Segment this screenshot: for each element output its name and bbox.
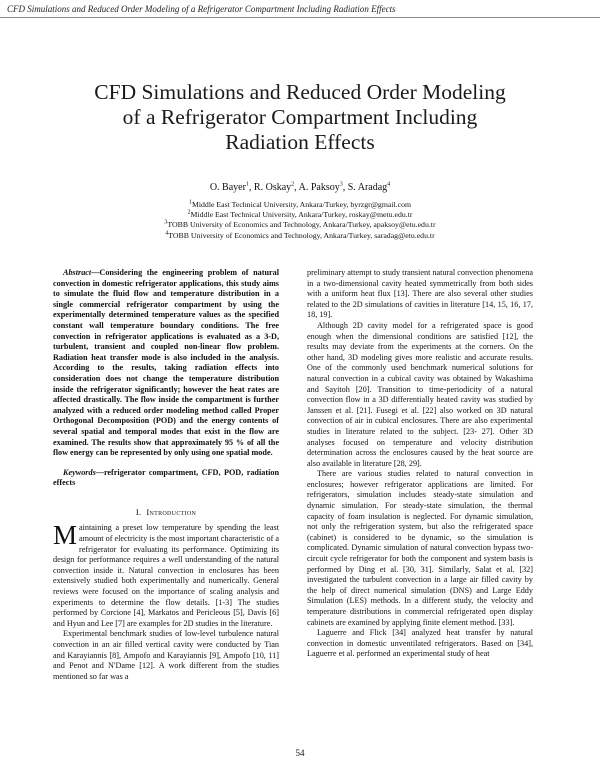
- section-title: Introduction: [146, 506, 197, 517]
- body-paragraph: Laguerre and Flick [34] analyzed heat transfer by natural convection in domestic unventilated refrigerators. Based on [34], Laguerre et al. performed an experimental study of heat: [307, 628, 533, 659]
- body-paragraph: Although 2D cavity model for a refrigerated space is good enough when the dimensional conditions are satisfied [12], the results may deviate from the experiments at the corners. On the other hand, 3D modeling gives more realistic and accurate results. One of the commonly used benchmark numerical solutions for natural convection in a cubical cavity was obtained by Wakashima and Sayitoh [20]. Transition to time-periodicity of a natural convection flow in a 3D differentially heated cavity was studied by Janssen et al. [21]. Fusegi et al. [22] also worked on 3D natural convection of air in cubical enclosures. There are also experimental studies in literature related to the subject. [23- 27]. Other 3D analyses focused on temperature and velocity distribution determination across the enclosures caused by the heat source are also available in literature [28, 29].: [307, 320, 533, 468]
- body-paragraph: There are various studies related to natural convection in enclosures; however refrigerator applications are limited. For refrigerators, simulation includes steady-state simulation and dynamic simulation. For steady-state simulation, the thermal capacity of foam insulation is neglected. For dynamic simulation, not only the refrigeration system, but also the refrigerated space (cabinet) is considered to be dynamic, so the simulation is complicated. Dynamic simulation of natural convection bypass two-circuit cycle refrigerator for both the component and system basis is performed by Ding et al. [30, 31]. Similarly, Salat et al. [32] investigated the turbulent convection in a large air filled cavity by the help of direct numerical simulation (DNS) and Large Eddy Simulation (LES) methods. In a different study, the velocity and temperature distributions in commercial refrigerated open display cabinets are examined by applying finite element method. [33].: [307, 469, 533, 627]
- affiliation: [40, 200, 560, 210]
- drop-cap: M: [53, 520, 78, 551]
- author-list: O. Bayer$^1$, R. Oskay$^2$, A. Paksoy$^3$, S. Aradag$^4$: [209, 181, 391, 193]
- abstract-text: —Considering the engineering problem of natural convection in domestic refrigerator applications, this study aims to simulate the fluid flow and temperature distribution in a single commercial refrigerator compartment by using the experimentally determined temperature values as the specified constant wall temperature boundary conditions. The free convection in refrigerator applications is evaluated as a 3-D, turbulent, transient and coupled non-linear flow problem. Radiation heat transfer mode is also included in the analysis. According to the results, taking radiation effects into consideration does not change the temperature distribution inside the refrigerator significantly; however the heat rates are affected drastically. The flow inside the compartment is further analyzed with a reduced order modeling method called Proper Orthogonal Decomposition (POD) and the energy contents of several spatial and temporal modes that exist in the flow are examined. The results show that approximately 95 % of all the flow energy can be represented by only using one spatial mode.: [53, 268, 279, 458]
- title-line-1: CFD Simulations and Reduced Order Modeling: [94, 80, 506, 104]
- affiliation-sup: 3: [164, 219, 168, 226]
- keywords: [53, 468, 279, 489]
- author-name: O. Bayer: [209, 182, 246, 193]
- header-divider: [0, 17, 600, 18]
- affiliation-text: Middle East Technical University, Ankara/Turkey, byrzgr@gmail.com: [191, 200, 412, 209]
- affiliation: [40, 231, 560, 241]
- left-column: [53, 268, 279, 682]
- affiliation-sup: 2: [187, 209, 191, 216]
- affiliation-text: TOBB University of Economics and Technology, Ankara/Turkey, saradag@etu.edu.tr: [168, 230, 435, 240]
- intro-paragraph-1: [53, 520, 279, 629]
- affiliation-sup: 1: [188, 199, 192, 206]
- author-sup: 2: [291, 181, 295, 188]
- affiliation-sup: 4: [165, 230, 169, 237]
- running-header: CFD Simulations and Reduced Order Modeling of a Refrigerator Compartment Including Radiation Effects: [7, 4, 396, 14]
- intro-paragraph-1-text: aintaining a preset low temperature by spending the least amount of electricity is the most important characteristic of a refrigerator for evaluating its performance. Optimizing its design for performance requires a well understanding of the natural convection inside it. Natural convection in enclosures has been extensively studied both experimentally and numerically. General reviews were focused on the importance of scaling analysis and experiments to determine the flow details. [1-3] The studies performed by Corcione [4], Markatos and Pericleous [5], Davis [6] and Hyun and Lee [7] are examples for 2D studies in the literature.: [53, 523, 279, 628]
- title-line-3: Radiation Effects: [225, 130, 375, 154]
- author-sup: 3: [339, 181, 343, 188]
- affiliation-text: Middle East Technical University, Ankara/Turkey, roskay@metu.edu.tr: [190, 210, 413, 220]
- right-column: [307, 268, 533, 660]
- affiliation-text: TOBB University of Economics and Technology, Ankara/Turkey, apaksoy@etu.edu.tr: [167, 220, 436, 230]
- author-sup: 1: [245, 181, 249, 188]
- author-name: R. Oskay: [253, 182, 292, 193]
- affiliation: [40, 220, 560, 230]
- abstract-label: Abstract: [63, 268, 92, 277]
- keywords-label: Keywords: [63, 467, 96, 477]
- affiliation-list: [40, 200, 560, 241]
- body-paragraph-continued: preliminary attempt to study transient natural convection phenomena in a two-dimensional cavity heated symmetrically from both sides with a uniform heat flux [13]. There are also several other studies related to the 2D simulations of cavities in literature [14, 15, 16, 17, 18, 19].: [307, 268, 533, 320]
- paper-title: [50, 80, 550, 155]
- author-name: A. Paksoy: [298, 182, 340, 193]
- intro-paragraph-2: Experimental benchmark studies of low-level turbulence natural convection in an air filled vertical cavity were conducted by Tian and Karayiannis [8], Ampofo and Karayiannis [9], Ampofo [10, 11] and Penot and N'Dame [12]. A work different from the studies mentioned so far was a: [53, 629, 279, 681]
- author-sup: 4: [387, 181, 391, 188]
- author-name: S. Aradag: [347, 182, 388, 193]
- title-line-2: of a Refrigerator Compartment Including: [122, 105, 478, 129]
- affiliation: [40, 210, 560, 220]
- keywords-text: —refrigerator compartment, CFD, POD, radiation effects: [53, 467, 279, 488]
- page-number: 54: [295, 748, 305, 758]
- section-number: I.: [135, 506, 142, 517]
- section-heading-introduction: [53, 507, 279, 518]
- abstract: [53, 268, 279, 459]
